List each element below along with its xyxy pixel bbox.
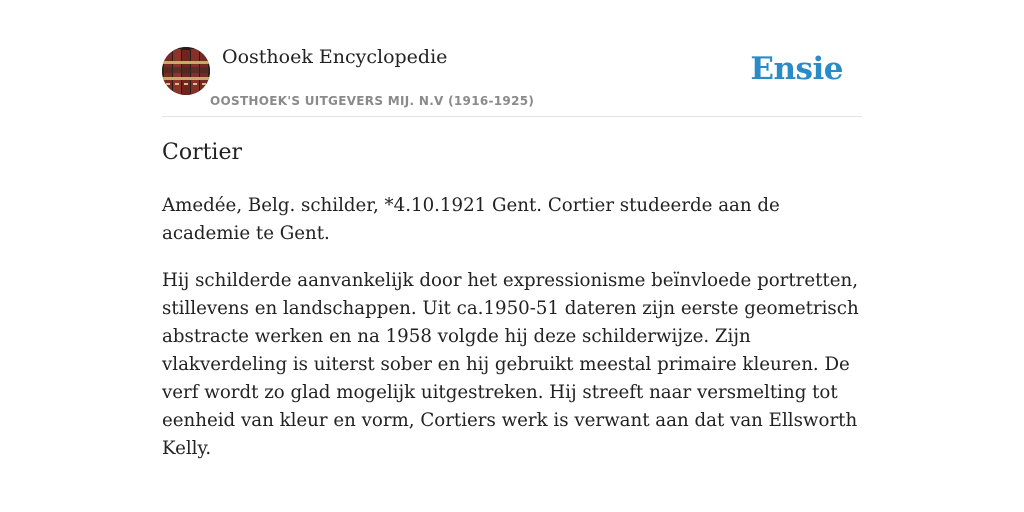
entry-body xyxy=(162,192,862,482)
source-avatar[interactable] xyxy=(162,47,210,95)
entry-paragraph: Amedée, Belg. schilder, *4.10.1921 Gent. Cortier studeerde aan de academie te Gent. xyxy=(162,195,780,244)
ensie-logo-link[interactable]: Ensie xyxy=(750,51,843,87)
entry-title: Cortier xyxy=(162,140,243,165)
source-header xyxy=(162,0,862,117)
entry-paragraph: Hij schilderde aanvankelijk door het expressionisme beïnvloede portretten, stillevens en landschappen. Uit ca.1950-51 dateren zijn eerste geometrisch abstracte werken en na 1958 volgde hij deze schilderwijze. Zijn vlakverdeling is uiterst sober en hij gebruikt meestal primaire kleuren. De verf wordt zo glad mogelijk uitgestreken. Hij streeft naar versmelting tot eenheid van kleur en vorm, Cortiers werk is verwant aan dat van Ellsworth Kelly. xyxy=(162,270,859,459)
book-spines-icon xyxy=(162,47,210,95)
source-title[interactable]: Oosthoek Encyclopedie xyxy=(222,46,448,68)
source-subtitle: OOSTHOEK'S UITGEVERS MIJ. N.V (1916-1925) xyxy=(210,94,535,108)
page xyxy=(162,0,862,459)
